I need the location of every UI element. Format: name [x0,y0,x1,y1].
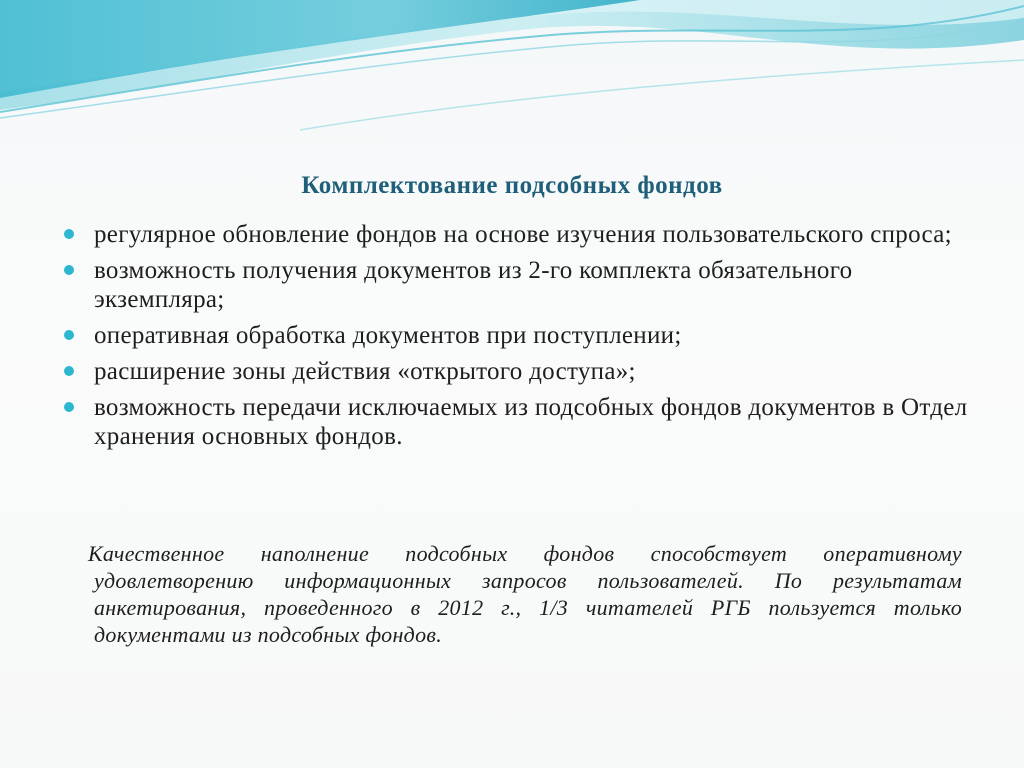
wave-line-3 [300,60,1024,130]
bullet-item [60,321,980,350]
bullet-text: возможность передачи исключаемых из подсобных фондов документов в Отдел хранения основных фондов. [94,394,968,450]
bullet-dot-icon [64,229,74,239]
bullet-text: расширение зоны действия «открытого доступа»; [94,358,636,385]
bullet-text: возможность получения документов из 2-го комплекта обязательного экземпляра; [94,257,853,313]
bullet-text: оперативная обработка документов при поступлении; [94,322,682,349]
bullet-item [60,256,980,314]
bullet-text: регулярное обновление фондов на основе изучения пользовательского спроса; [94,221,952,248]
header-wave-decoration [0,0,1024,140]
bullet-dot-icon [64,402,74,412]
bullet-item [60,393,980,451]
bullet-item [60,220,980,249]
slide-title: Комплектование подсобных фондов [301,172,723,199]
bullet-item [60,357,980,386]
bullet-dot-icon [64,330,74,340]
bullet-list [60,220,980,458]
conclusion-paragraph: Качественное наполнение подсобных фондов способствует оперативному удовлетворению информационных запросов пользователей. По результатам анкетирования, проведенного в 2012 г., 1/3 читателей РГБ пользуется только документами из подсобных фондов. [88,541,962,647]
bullet-dot-icon [64,366,74,376]
bullet-dot-icon [64,265,74,275]
